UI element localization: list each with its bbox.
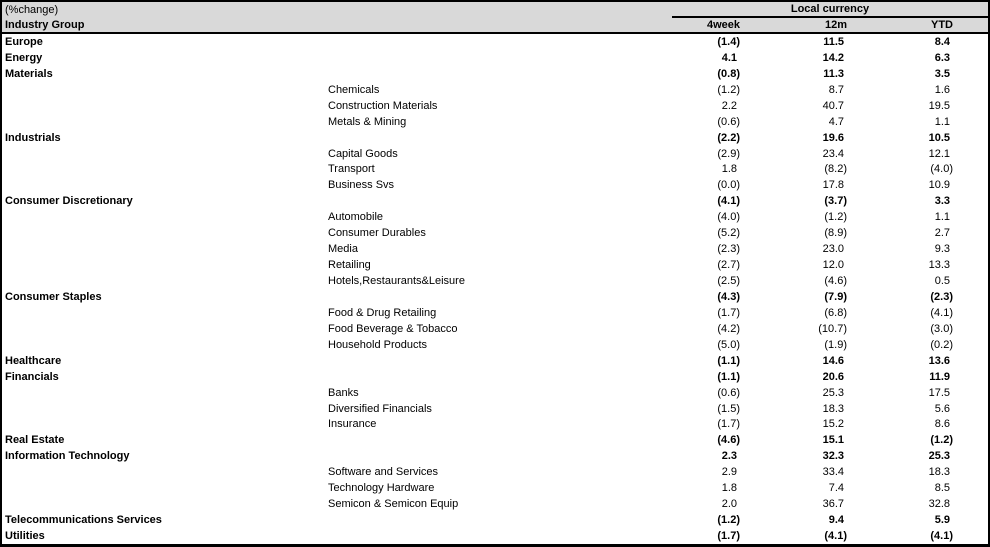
- row-right-spacer: [953, 289, 988, 305]
- row-right-spacer: [953, 528, 988, 544]
- table-row-sub: [2, 162, 988, 178]
- table-row-sub: [2, 225, 988, 241]
- row-value-12m: [740, 132, 847, 144]
- row-value-ytd: [847, 84, 953, 96]
- row-value-ytd: [847, 307, 953, 319]
- row-right-spacer: [953, 353, 988, 369]
- table-row-sub: [2, 496, 988, 512]
- value-text: (6.8): [824, 306, 847, 319]
- value-text: 10.5: [928, 131, 950, 144]
- row-value-12m: [740, 514, 847, 526]
- table-row-sub: [2, 321, 988, 337]
- row-label: Retailing: [328, 259, 371, 272]
- row-value-12m: [740, 179, 847, 191]
- column-header-ytd: YTD: [931, 19, 953, 31]
- row-value-12m: [740, 243, 847, 255]
- value-text: 9.3: [934, 243, 950, 256]
- row-right-spacer: [953, 225, 988, 241]
- row-value-ytd: [847, 530, 953, 542]
- row-value-4week: [620, 371, 740, 383]
- value-text: 12.1: [928, 147, 950, 160]
- value-text: 23.0: [822, 243, 844, 256]
- row-label: Metals & Mining: [328, 115, 407, 128]
- row-label: Transport: [328, 163, 375, 176]
- value-text: 32.8: [928, 498, 950, 511]
- value-text: (7.9): [824, 290, 847, 303]
- row-label: Healthcare: [5, 354, 62, 367]
- table-row-sub: [2, 385, 988, 401]
- value-text: (0.8): [717, 67, 740, 80]
- row-right-spacer: [953, 34, 988, 50]
- row-value-ytd: [847, 211, 953, 223]
- row-right-spacer: [953, 193, 988, 209]
- value-text: 23.4: [822, 147, 844, 160]
- value-text: 1.1: [934, 211, 950, 224]
- table-row-sub: [2, 305, 988, 321]
- row-value-ytd: [847, 275, 953, 287]
- value-text: 8.4: [934, 35, 950, 48]
- row-value-ytd: [847, 179, 953, 191]
- value-text: 18.3: [822, 402, 844, 415]
- value-text: (4.6): [824, 275, 847, 288]
- row-value-12m: [740, 466, 847, 478]
- row-value-4week: [620, 498, 740, 510]
- row-value-4week: [620, 100, 740, 112]
- value-text: 1.6: [934, 83, 950, 96]
- row-label: Technology Hardware: [328, 482, 435, 495]
- row-value-4week: [620, 52, 740, 64]
- value-text: 14.6: [822, 354, 844, 367]
- row-value-4week: [620, 275, 740, 287]
- row-value-ytd: [847, 243, 953, 255]
- value-text: 15.1: [822, 434, 844, 447]
- row-value-12m: [740, 450, 847, 462]
- row-value-12m: [740, 52, 847, 64]
- value-text: 1.1: [934, 115, 950, 128]
- row-value-4week: [620, 291, 740, 303]
- value-text: (5.2): [717, 227, 740, 240]
- table-row-sub: [2, 241, 988, 257]
- row-right-spacer: [953, 82, 988, 98]
- value-text: (4.3): [717, 290, 740, 303]
- row-value-12m: [740, 259, 847, 271]
- row-value-ytd: [847, 100, 953, 112]
- value-text: 3.3: [934, 195, 950, 208]
- value-text: (1.4): [717, 35, 740, 48]
- row-label: Energy: [5, 51, 43, 64]
- row-label: Semicon & Semicon Equip: [328, 498, 459, 511]
- row-value-ytd: [847, 387, 953, 399]
- table-row-sub: [2, 209, 988, 225]
- value-text: 4.1: [721, 51, 737, 64]
- row-label: Household Products: [328, 338, 428, 351]
- table-row-sub: [2, 82, 988, 98]
- value-text: 25.3: [822, 386, 844, 399]
- row-label: Financials: [5, 370, 59, 383]
- row-label: Capital Goods: [328, 147, 398, 160]
- value-text: (1.2): [824, 211, 847, 224]
- row-value-ytd: [847, 36, 953, 48]
- row-value-12m: [740, 307, 847, 319]
- row-value-ytd: [847, 482, 953, 494]
- row-right-spacer: [953, 369, 988, 385]
- value-text: 4.7: [828, 115, 844, 128]
- value-text: 2.0: [721, 498, 737, 511]
- local-currency-header: Local currency: [672, 2, 988, 18]
- row-value-4week: [620, 195, 740, 207]
- row-right-spacer: [953, 66, 988, 82]
- row-label: Construction Materials: [328, 99, 438, 112]
- row-label: Consumer Discretionary: [5, 195, 133, 208]
- row-value-ytd: [847, 163, 953, 175]
- table-row-group: [2, 66, 988, 82]
- value-text: 8.6: [934, 418, 950, 431]
- row-right-spacer: [953, 385, 988, 401]
- row-value-12m: [740, 530, 847, 542]
- value-text: (4.1): [717, 195, 740, 208]
- row-value-ytd: [847, 195, 953, 207]
- row-value-12m: [740, 163, 847, 175]
- value-text: 36.7: [822, 498, 844, 511]
- row-value-ytd: [847, 227, 953, 239]
- row-value-4week: [620, 355, 740, 367]
- row-value-12m: [740, 148, 847, 160]
- row-value-ytd: [847, 434, 953, 446]
- row-value-4week: [620, 116, 740, 128]
- value-text: 8.5: [934, 482, 950, 495]
- row-label: Europe: [5, 35, 43, 48]
- row-value-ytd: [847, 68, 953, 80]
- table-header: [2, 2, 988, 34]
- value-text: (5.0): [717, 338, 740, 351]
- value-text: (4.1): [930, 530, 953, 543]
- row-value-ytd: [847, 403, 953, 415]
- row-label: Business Svs: [328, 179, 395, 192]
- value-text: (0.6): [717, 386, 740, 399]
- row-value-4week: [620, 418, 740, 430]
- value-text: 32.3: [822, 450, 844, 463]
- row-value-4week: [620, 259, 740, 271]
- table-row-sub: [2, 480, 988, 496]
- row-label: Automobile: [328, 211, 384, 224]
- row-value-4week: [620, 387, 740, 399]
- value-text: 18.3: [928, 466, 950, 479]
- value-text: 19.6: [822, 131, 844, 144]
- value-text: 8.7: [828, 83, 844, 96]
- row-label: Consumer Durables: [328, 227, 426, 240]
- row-label: Banks: [328, 386, 359, 399]
- value-text: (1.7): [717, 530, 740, 543]
- value-text: 17.5: [928, 386, 950, 399]
- row-right-spacer: [953, 480, 988, 496]
- row-value-4week: [620, 68, 740, 80]
- row-label: Consumer Staples: [5, 290, 102, 303]
- row-value-4week: [620, 434, 740, 446]
- table-row-group: [2, 432, 988, 448]
- column-header-12m: 12m: [824, 19, 847, 31]
- row-value-ytd: [847, 355, 953, 367]
- row-value-4week: [620, 148, 740, 160]
- row-right-spacer: [953, 464, 988, 480]
- row-value-12m: [740, 195, 847, 207]
- value-text: 15.2: [822, 418, 844, 431]
- row-value-4week: [620, 482, 740, 494]
- value-text: (10.7): [818, 322, 847, 335]
- row-value-12m: [740, 387, 847, 399]
- row-value-ytd: [847, 323, 953, 335]
- row-value-12m: [740, 227, 847, 239]
- row-value-ytd: [847, 132, 953, 144]
- value-text: 25.3: [928, 450, 950, 463]
- row-value-4week: [620, 307, 740, 319]
- value-text: 20.6: [822, 370, 844, 383]
- value-text: 40.7: [822, 99, 844, 112]
- table-row-sub: [2, 177, 988, 193]
- table-body: [2, 34, 988, 544]
- value-text: (1.2): [717, 514, 740, 527]
- row-value-ytd: [847, 466, 953, 478]
- row-value-ytd: [847, 116, 953, 128]
- row-right-spacer: [953, 162, 988, 178]
- value-text: 11.5: [823, 35, 844, 48]
- row-value-4week: [620, 466, 740, 478]
- value-text: 13.6: [928, 354, 950, 367]
- row-value-4week: [620, 530, 740, 542]
- value-text: 6.3: [934, 51, 950, 64]
- value-text: (2.5): [717, 275, 740, 288]
- value-text: 33.4: [822, 466, 844, 479]
- value-text: (0.6): [717, 115, 740, 128]
- row-value-ytd: [847, 371, 953, 383]
- row-value-12m: [740, 371, 847, 383]
- value-text: (2.9): [717, 147, 740, 160]
- value-text: 12.0: [822, 259, 844, 272]
- row-right-spacer: [953, 432, 988, 448]
- row-value-4week: [620, 339, 740, 351]
- row-value-12m: [740, 275, 847, 287]
- percent-change-label: (%change): [5, 4, 59, 16]
- value-text: 7.4: [828, 482, 844, 495]
- table-row-group: [2, 369, 988, 385]
- value-text: 2.2: [721, 99, 737, 112]
- value-text: (2.2): [717, 131, 740, 144]
- header-row-columns: [2, 18, 988, 32]
- row-label: Insurance: [328, 418, 377, 431]
- row-label: Hotels,Restaurants&Leisure: [328, 275, 465, 288]
- row-right-spacer: [953, 177, 988, 193]
- row-right-spacer: [953, 496, 988, 512]
- row-right-spacer: [953, 257, 988, 273]
- value-text: (2.7): [717, 259, 740, 272]
- table-row-group: [2, 528, 988, 544]
- row-right-spacer: [953, 50, 988, 66]
- value-text: (4.0): [717, 211, 740, 224]
- value-text: (4.1): [930, 306, 953, 319]
- value-text: (1.9): [824, 338, 847, 351]
- row-right-spacer: [953, 417, 988, 433]
- value-text: 19.5: [928, 99, 950, 112]
- row-value-12m: [740, 355, 847, 367]
- row-label: Chemicals: [328, 83, 380, 96]
- row-label: Utilities: [5, 530, 45, 543]
- row-right-spacer: [953, 321, 988, 337]
- row-label: Materials: [5, 67, 53, 80]
- table-row-group: [2, 130, 988, 146]
- table-row-group: [2, 512, 988, 528]
- value-text: (8.2): [824, 163, 847, 176]
- value-text: 1.8: [721, 163, 737, 176]
- row-value-12m: [740, 498, 847, 510]
- value-text: 5.9: [934, 514, 950, 527]
- value-text: 17.8: [822, 179, 844, 192]
- row-value-12m: [740, 36, 847, 48]
- row-value-4week: [620, 36, 740, 48]
- row-value-ytd: [847, 52, 953, 64]
- value-text: (4.1): [824, 530, 847, 543]
- row-value-12m: [740, 482, 847, 494]
- value-text: 11.9: [929, 370, 950, 383]
- row-right-spacer: [953, 130, 988, 146]
- column-header-4week: 4week: [706, 19, 740, 31]
- table-row-group: [2, 50, 988, 66]
- row-value-4week: [620, 163, 740, 175]
- row-value-12m: [740, 434, 847, 446]
- value-text: 3.5: [934, 67, 950, 80]
- row-right-spacer: [953, 401, 988, 417]
- value-text: 9.4: [828, 514, 844, 527]
- value-text: 10.9: [928, 179, 950, 192]
- row-label: Software and Services: [328, 466, 439, 479]
- value-text: 2.9: [721, 466, 737, 479]
- value-text: (2.3): [717, 243, 740, 256]
- value-text: 13.3: [928, 259, 950, 272]
- table-row-group: [2, 193, 988, 209]
- table-row-sub: [2, 146, 988, 162]
- row-right-spacer: [953, 146, 988, 162]
- value-text: (1.1): [717, 354, 740, 367]
- row-value-12m: [740, 403, 847, 415]
- value-text: 1.8: [721, 482, 737, 495]
- value-text: (1.7): [717, 418, 740, 431]
- value-text: (1.1): [717, 370, 740, 383]
- row-label: Food & Drug Retailing: [328, 306, 437, 319]
- value-text: (0.0): [717, 179, 740, 192]
- row-value-ytd: [847, 418, 953, 430]
- value-text: (8.9): [824, 227, 847, 240]
- row-value-ytd: [847, 514, 953, 526]
- row-value-12m: [740, 211, 847, 223]
- row-right-spacer: [953, 114, 988, 130]
- row-value-12m: [740, 68, 847, 80]
- row-value-ytd: [847, 450, 953, 462]
- value-text: 0.5: [934, 275, 950, 288]
- table-row-sub: [2, 114, 988, 130]
- row-value-12m: [740, 291, 847, 303]
- row-value-12m: [740, 418, 847, 430]
- value-text: (4.2): [717, 322, 740, 335]
- value-text: (2.3): [930, 290, 953, 303]
- row-value-12m: [740, 323, 847, 335]
- row-value-12m: [740, 100, 847, 112]
- row-value-4week: [620, 403, 740, 415]
- row-value-4week: [620, 84, 740, 96]
- row-value-ytd: [847, 148, 953, 160]
- row-label: Media: [328, 243, 358, 256]
- table-row-sub: [2, 417, 988, 433]
- row-label: Food Beverage & Tobacco: [328, 322, 458, 335]
- value-text: (1.2): [717, 83, 740, 96]
- row-label: Telecommunications Services: [5, 514, 162, 527]
- row-value-4week: [620, 514, 740, 526]
- row-right-spacer: [953, 337, 988, 353]
- industry-group-column-header: Industry Group: [5, 19, 85, 31]
- table-row-sub: [2, 337, 988, 353]
- row-label: Information Technology: [5, 450, 130, 463]
- value-text: 5.6: [934, 402, 950, 415]
- row-value-12m: [740, 339, 847, 351]
- value-text: (1.2): [930, 434, 953, 447]
- row-right-spacer: [953, 512, 988, 528]
- row-value-ytd: [847, 259, 953, 271]
- table-row-group: [2, 353, 988, 369]
- table-row-group: [2, 448, 988, 464]
- row-label: Real Estate: [5, 434, 65, 447]
- value-text: 11.3: [823, 67, 844, 80]
- row-label: Industrials: [5, 131, 61, 144]
- value-text: 14.2: [822, 51, 844, 64]
- row-right-spacer: [953, 448, 988, 464]
- row-right-spacer: [953, 273, 988, 289]
- value-text: (3.0): [930, 322, 953, 335]
- table-row-sub: [2, 401, 988, 417]
- value-text: (0.2): [930, 338, 953, 351]
- row-value-ytd: [847, 498, 953, 510]
- table-row-sub: [2, 257, 988, 273]
- value-text: (4.0): [930, 163, 953, 176]
- row-value-4week: [620, 132, 740, 144]
- value-text: 2.3: [721, 450, 737, 463]
- row-label: Diversified Financials: [328, 402, 432, 415]
- table-row-sub: [2, 464, 988, 480]
- row-value-4week: [620, 179, 740, 191]
- value-text: (1.5): [717, 402, 740, 415]
- row-value-4week: [620, 243, 740, 255]
- row-value-12m: [740, 116, 847, 128]
- row-value-ytd: [847, 339, 953, 351]
- row-right-spacer: [953, 98, 988, 114]
- row-value-4week: [620, 211, 740, 223]
- row-right-spacer: [953, 209, 988, 225]
- table-row-group: [2, 289, 988, 305]
- table-row-group: [2, 34, 988, 50]
- value-text: (4.6): [717, 434, 740, 447]
- value-text: 2.7: [934, 227, 950, 240]
- header-row-top: [2, 2, 988, 18]
- row-value-12m: [740, 84, 847, 96]
- value-text: (1.7): [717, 306, 740, 319]
- table-row-sub: [2, 273, 988, 289]
- row-value-4week: [620, 450, 740, 462]
- table-row-sub: [2, 98, 988, 114]
- value-text: (3.7): [824, 195, 847, 208]
- row-value-4week: [620, 323, 740, 335]
- row-right-spacer: [953, 305, 988, 321]
- row-right-spacer: [953, 241, 988, 257]
- row-value-4week: [620, 227, 740, 239]
- row-value-ytd: [847, 291, 953, 303]
